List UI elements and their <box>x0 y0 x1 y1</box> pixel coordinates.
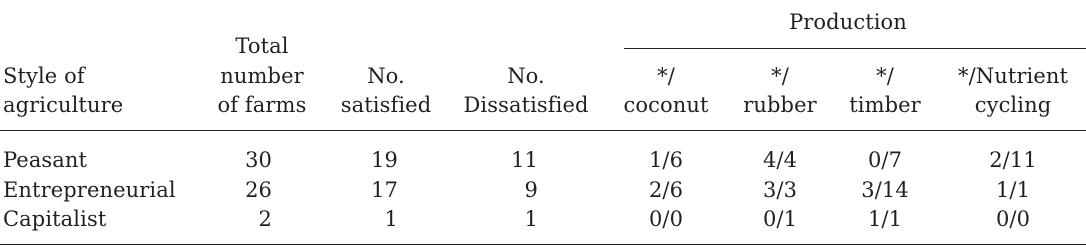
header-bottom-rule <box>0 130 1086 131</box>
col-header-rubber-line2: rubber <box>743 93 817 117</box>
col-header-nutrient-line1: */Nutrient <box>957 64 1069 88</box>
col-header-timber-line1: */ <box>876 64 894 88</box>
row-capitalist-nutrient: 0/0 <box>995 207 1031 231</box>
col-header-total-line2: number <box>220 64 304 88</box>
row-capitalist-timber: 1/1 <box>867 207 903 231</box>
col-header-style-line2: agriculture <box>3 93 124 117</box>
row-peasant-coconut: 1/6 <box>648 148 684 172</box>
col-header-timber-line2: timber <box>849 93 921 117</box>
col-header-satisfied-line2: satisfied <box>340 93 432 117</box>
row-peasant-timber: 0/7 <box>867 148 903 172</box>
row-entrepreneurial-satisfied: 17 <box>371 178 398 202</box>
row-peasant-style: Peasant <box>3 148 88 172</box>
col-header-total-line1: Total <box>235 34 289 58</box>
row-capitalist-total: 2 <box>258 207 272 231</box>
col-header-style-line1: Style of <box>3 64 85 88</box>
row-capitalist-satisfied: 1 <box>384 207 398 231</box>
col-header-coconut-line1: */ <box>657 64 675 88</box>
row-entrepreneurial-rubber: 3/3 <box>762 178 798 202</box>
col-header-rubber-line1: */ <box>771 64 789 88</box>
production-span-rule <box>624 48 1086 49</box>
row-peasant-nutrient: 2/11 <box>989 148 1037 172</box>
col-header-coconut-line2: coconut <box>623 93 709 117</box>
row-peasant-satisfied: 19 <box>371 148 398 172</box>
row-peasant-rubber: 4/4 <box>762 148 798 172</box>
row-peasant-dissatisfied: 11 <box>511 148 538 172</box>
row-peasant-total: 30 <box>245 148 272 172</box>
row-capitalist-style: Capitalist <box>3 207 107 231</box>
col-header-satisfied-line1: No. <box>367 64 405 88</box>
col-header-nutrient-line2: cycling <box>974 93 1052 117</box>
row-capitalist-dissatisfied: 1 <box>524 207 538 231</box>
row-entrepreneurial-nutrient: 1/1 <box>995 178 1031 202</box>
table-bottom-rule <box>0 244 1086 245</box>
row-capitalist-coconut: 0/0 <box>648 207 684 231</box>
row-capitalist-rubber: 0/1 <box>762 207 798 231</box>
production-span-header: Production <box>789 10 907 34</box>
col-header-dissatisfied-line2: Dissatisfied <box>463 93 589 117</box>
row-entrepreneurial-coconut: 2/6 <box>648 178 684 202</box>
row-entrepreneurial-style: Entrepreneurial <box>3 178 176 202</box>
row-entrepreneurial-timber: 3/14 <box>861 178 909 202</box>
row-entrepreneurial-total: 26 <box>245 178 272 202</box>
col-header-total-line3: of farms <box>217 93 307 117</box>
col-header-dissatisfied-line1: No. <box>507 64 545 88</box>
row-entrepreneurial-dissatisfied: 9 <box>524 178 538 202</box>
